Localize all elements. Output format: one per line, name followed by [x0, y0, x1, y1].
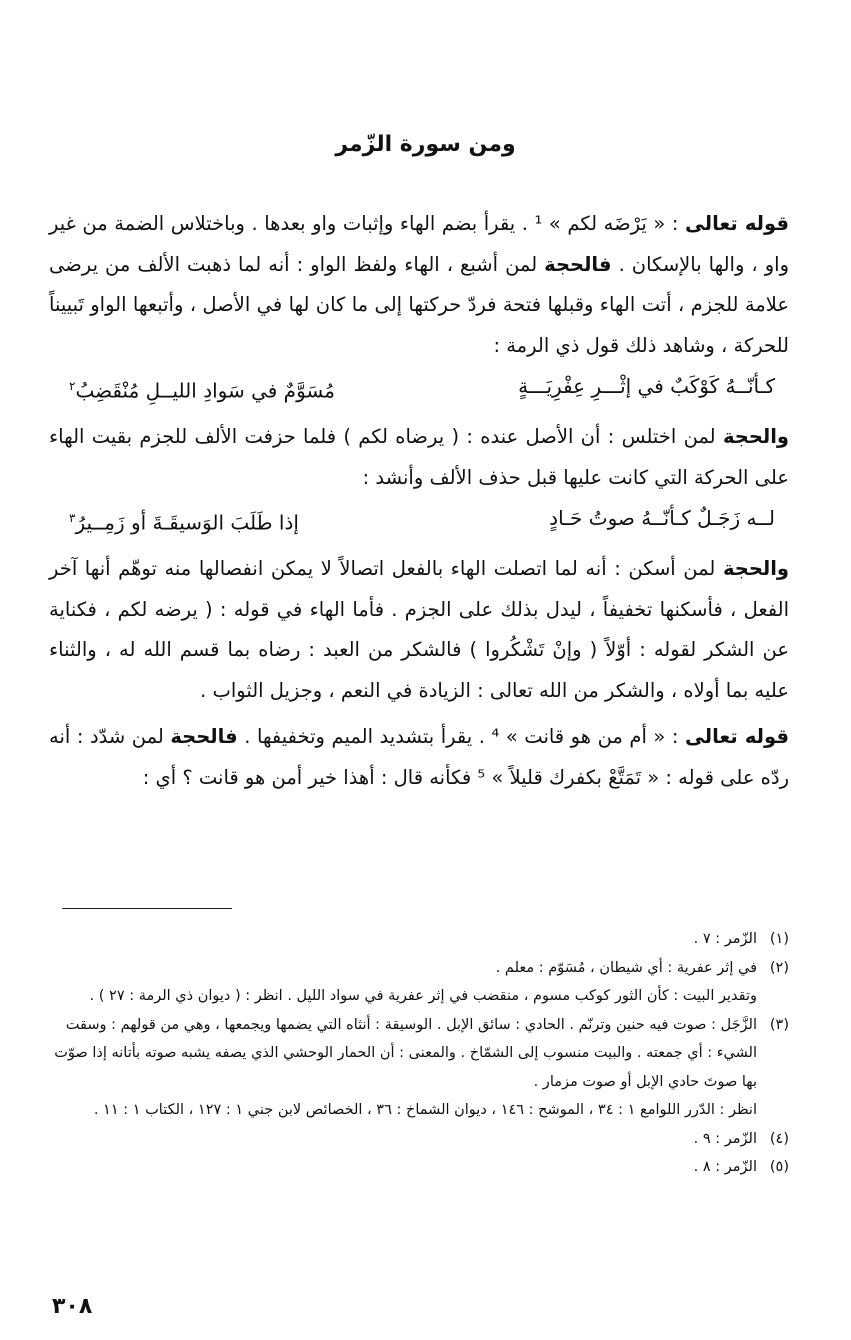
- footnote-number: (١): [769, 931, 789, 947]
- verse-line-1: [49, 366, 789, 411]
- footnote-number: (٣): [769, 1016, 789, 1033]
- paragraph-2: [49, 417, 789, 498]
- paragraph-label: والحجة: [722, 557, 789, 581]
- paragraph-text: لمن اختلس : أن الأصل عنده : ( يرضاه لكم ) فلما حزفت الألف للجزم بقيت الهاء على الحركة التي كانت عليها قبل حذف الألف وأنشد :: [49, 425, 789, 489]
- verse-text: إذا طَلَبَ الوَسيقَـةَ أو زَمِــيرُ: [75, 510, 299, 535]
- footnote-ref: ٢: [69, 379, 76, 393]
- paragraph-text: لمن أشبع ، الهاء ولفظ الواو : أنه لما ذهبت الألف من يرضى علامة للجزم ، أتت الهاء وقبلها فتحة فردّ حركتها إلى ما كان لها في الأصل ، وأتبعها الواو تَبييناً للحركة ، وشاهد ذلك قول ذي الرمة :: [49, 252, 789, 357]
- paragraph-1: [49, 204, 789, 366]
- paragraph-label: قوله تعالى: [685, 212, 790, 235]
- paragraph-4: [49, 717, 789, 798]
- paragraph-text: : « أم من هو قانت » ⁴ . يقرأ بتشديد الميم وتخفيفها .: [244, 725, 679, 749]
- verse-hemistich-second: [69, 366, 335, 411]
- footnote-number: (٤): [769, 1130, 789, 1147]
- paragraph-label: قوله تعالى: [685, 725, 789, 749]
- footnote-5: [49, 1153, 789, 1182]
- footnote-ref: ٣: [69, 511, 76, 526]
- footnote-separator: [62, 908, 232, 909]
- footnote-1: [49, 925, 789, 954]
- hujja-label: فالحجة: [170, 725, 238, 749]
- paragraph-text: لمن أسكن : أنه لما اتصلت الهاء بالفعل اتصالاً لا يمكن انفصالها منه توهّم أنها آخر الفعل ، فأسكنها تخفيفاً ، ليدل بذلك على الجزم . فأما الهاء في قوله : ( يرضه لكم ، فكناية عن الشكر لقوله : أوّلاً ( وإنْ تَشْكُروا ) فالشكر من العبد : رضاه بما قسم الله له ، والثناء عليه بما أولاه ، والشكر من الله تعالى : الزيادة في النعم ، وجزيل الثواب .: [49, 557, 789, 702]
- footnote-number: (٥): [769, 1159, 789, 1175]
- footnote-text: الزَّجَل : صوت فيه حنين وترنّم . الحادي : سائق الإبل . الوسيقة : أنثاه التي يضمها ويجمعها ، وهي من قولهم : وسقت الشيء : أي جمعته . والبيت منسوب إلى الشمّاخ . والمعنى : أن الحمار الوحشي الذي يصفه يشبه صوته بأتانه إذا صوّت بها صوتَ حادي الإبل أو صوت مزمار .: [54, 1016, 757, 1090]
- hujja-label: فالحجة: [544, 252, 612, 276]
- footnote-2-cont: وتقدير البيت : كأن الثور كوكب مسوم ، منقضب في إثر عفرية في سواد الليل . انظر : ( ديوان ذي الرمة : ٢٧ ) .: [89, 988, 757, 1004]
- footnotes: [49, 925, 789, 1182]
- main-text: [49, 204, 789, 798]
- verse-hemistich-second: [69, 498, 299, 543]
- footnote-2: [49, 954, 789, 983]
- section-title: ومن سورة الزّمر: [335, 132, 516, 157]
- footnote-4: [49, 1125, 789, 1154]
- paragraph-label: والحجة: [722, 425, 790, 449]
- page-number: ٣٠٨: [52, 1294, 93, 1319]
- paragraph-text: : « يَرْضَه لكم » ¹ . يقرأ بضم الهاء وإثبات واو بعدها . وباختلاس الضمة من غير واو ، والها بالإسكان .: [49, 212, 789, 276]
- paragraph-text: لمن شدّد : أنه ردّه على قوله : « تَمَتَّعْ بكفرك قليلاً » ⁵ فكأنه قال : أهذا خير أمن هو قانت ؟ أي :: [49, 725, 789, 789]
- verse-text: مُسَوَّمٌ في سَوادِ الليــلِ مُنْقَضِبُ: [75, 378, 335, 403]
- verse-hemistich-first: لــه زَجَـلٌ كـأنّــهُ صوتُ حَـادٍ: [549, 506, 775, 531]
- footnote-text: الزّمر : ٩ .: [693, 1130, 757, 1147]
- verse-hemistich-first: كـأنّــهُ كَوْكَبٌ في إثْـــرِ عِفْرِيَـــةٍ: [518, 374, 775, 398]
- footnote-text: الزّمر : ٧ .: [693, 931, 757, 947]
- footnote-text: في إثر عفرية : أي شيطان ، مُسَوّم : معلم .: [495, 959, 757, 976]
- footnote-text: الزّمر : ٨ .: [693, 1159, 757, 1175]
- footnote-3-cont: انظر : الدّرر اللوامع ١ : ٣٤ ، الموشح : ١٤٦ ، ديوان الشماخ : ٣٦ ، الخصائص لابن جني ١ : ١٢٧ ، الكتاب ١ : ١١ .: [93, 1102, 757, 1118]
- footnote-3: [49, 1011, 789, 1097]
- paragraph-3: [49, 549, 789, 711]
- verse-line-2: [49, 498, 789, 543]
- footnote-number: (٢): [769, 959, 789, 976]
